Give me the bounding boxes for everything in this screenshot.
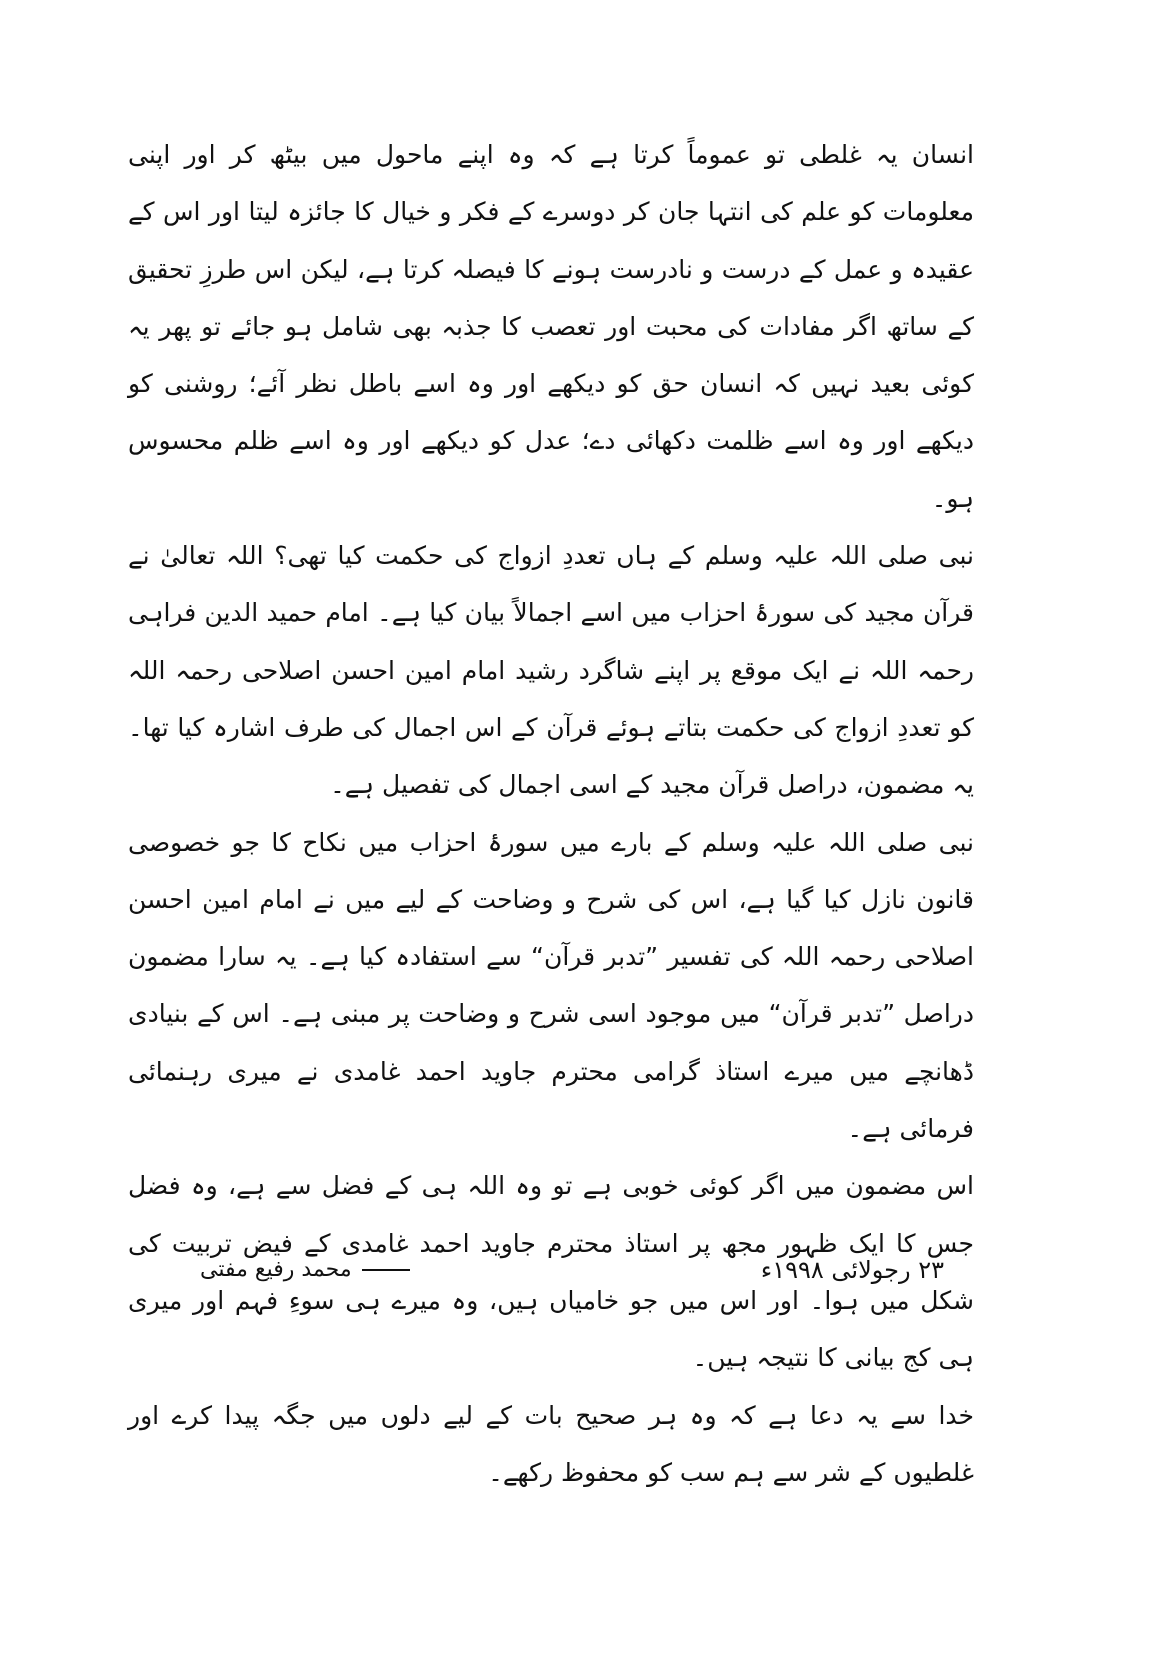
author-signature: محمد رفیع مفتی (200, 1257, 352, 1282)
paragraph-intro: انسان یہ غلطی تو عموماً کرتا ہے کہ وہ اپنے ماحول میں بیٹھ کر اور اپنی معلومات کو علم کی انتہا جان کر دوسرے کے فکر و خیال کا جائزہ لیتا اور اس کے عقیدہ و عمل کے درست و نادرست ہونے کا فیصلہ کرتا ہے، لیکن اس طرزِ تحقیق کے ساتھ اگر مفادات کی محبت اور تعصب کا جذبہ بھی شامل ہو جائے تو پھر یہ کوئی بعید نہیں کہ انسان حق کو دیکھے اور وہ اسے باطل نظر آئے؛ روشنی کو دیکھے اور وہ اسے ظلمت دکھائی دے؛ عدل کو دیکھے اور وہ اسے ظلم محسوس ہو۔ (128, 140, 974, 513)
paragraph-acknowledgement: اس مضمون میں اگر کوئی خوبی ہے تو وہ اللہ ہی کے فضل سے ہے، وہ فضل جس کا ایک ظہور مجھ پر استاذ محترم جاوید احمد غامدی کے فیض تربیت کی شکل میں ہوا۔ اور اس میں جو خامیاں ہیں، وہ میرے ہی سوءِ فہم اور میری ہی کج بیانی کا نتیجہ ہیں۔ (128, 1171, 974, 1373)
paragraph-sources: نبی صلی اللہ علیہ وسلم کے بارے میں سورۂ احزاب میں نکاح کا جو خصوصی قانون نازل کیا گیا ہے، اس کی شرح و وضاحت کے لیے میں نے امام امین احسن اصلاحی رحمہ اللہ کی تفسیر ”تدبر قرآن“ سے استفادہ کیا ہے۔ یہ سارا مضمون دراصل ”تدبر قرآن“ میں موجود اسی شرح و وضاحت پر مبنی ہے۔ اس کے بنیادی ڈھانچے میں میرے استاذ گرامی محترم جاوید احمد غامدی نے میری رہنمائی فرمائی ہے۔ (128, 827, 974, 1144)
footer-signature-block (200, 1250, 410, 1290)
paragraph-wisdom-of-marriages: نبی صلی اللہ علیہ وسلم کے ہاں تعددِ ازواج کی حکمت کیا تھی؟ اللہ تعالیٰ نے قرآن مجید کی سورۂ احزاب میں اسے اجمالاً بیان کیا ہے۔ امام حمید الدین فراہی رحمہ اللہ نے ایک موقع پر اپنے شاگرد رشید امام امین احسن اصلاحی رحمہ اللہ کو تعددِ ازواج کی حکمت بتاتے ہوئے قرآن کے اس اجمال کی طرف اشارہ کیا تھا۔ یہ مضمون، دراصل قرآن مجید کے اسی اجمال کی تفصیل ہے۔ (128, 541, 974, 800)
signature-dash (362, 1269, 410, 1271)
document-body (128, 126, 974, 1501)
paragraph-prayer: خدا سے یہ دعا ہے کہ وہ ہر صحیح بات کے لیے دلوں میں جگہ پیدا کرے اور غلطیوں کے شر سے ہم سب کو محفوظ رکھے۔ (128, 1400, 974, 1487)
footer-date: ۲۳ رجولائی ۱۹۹۸ء (760, 1256, 944, 1284)
